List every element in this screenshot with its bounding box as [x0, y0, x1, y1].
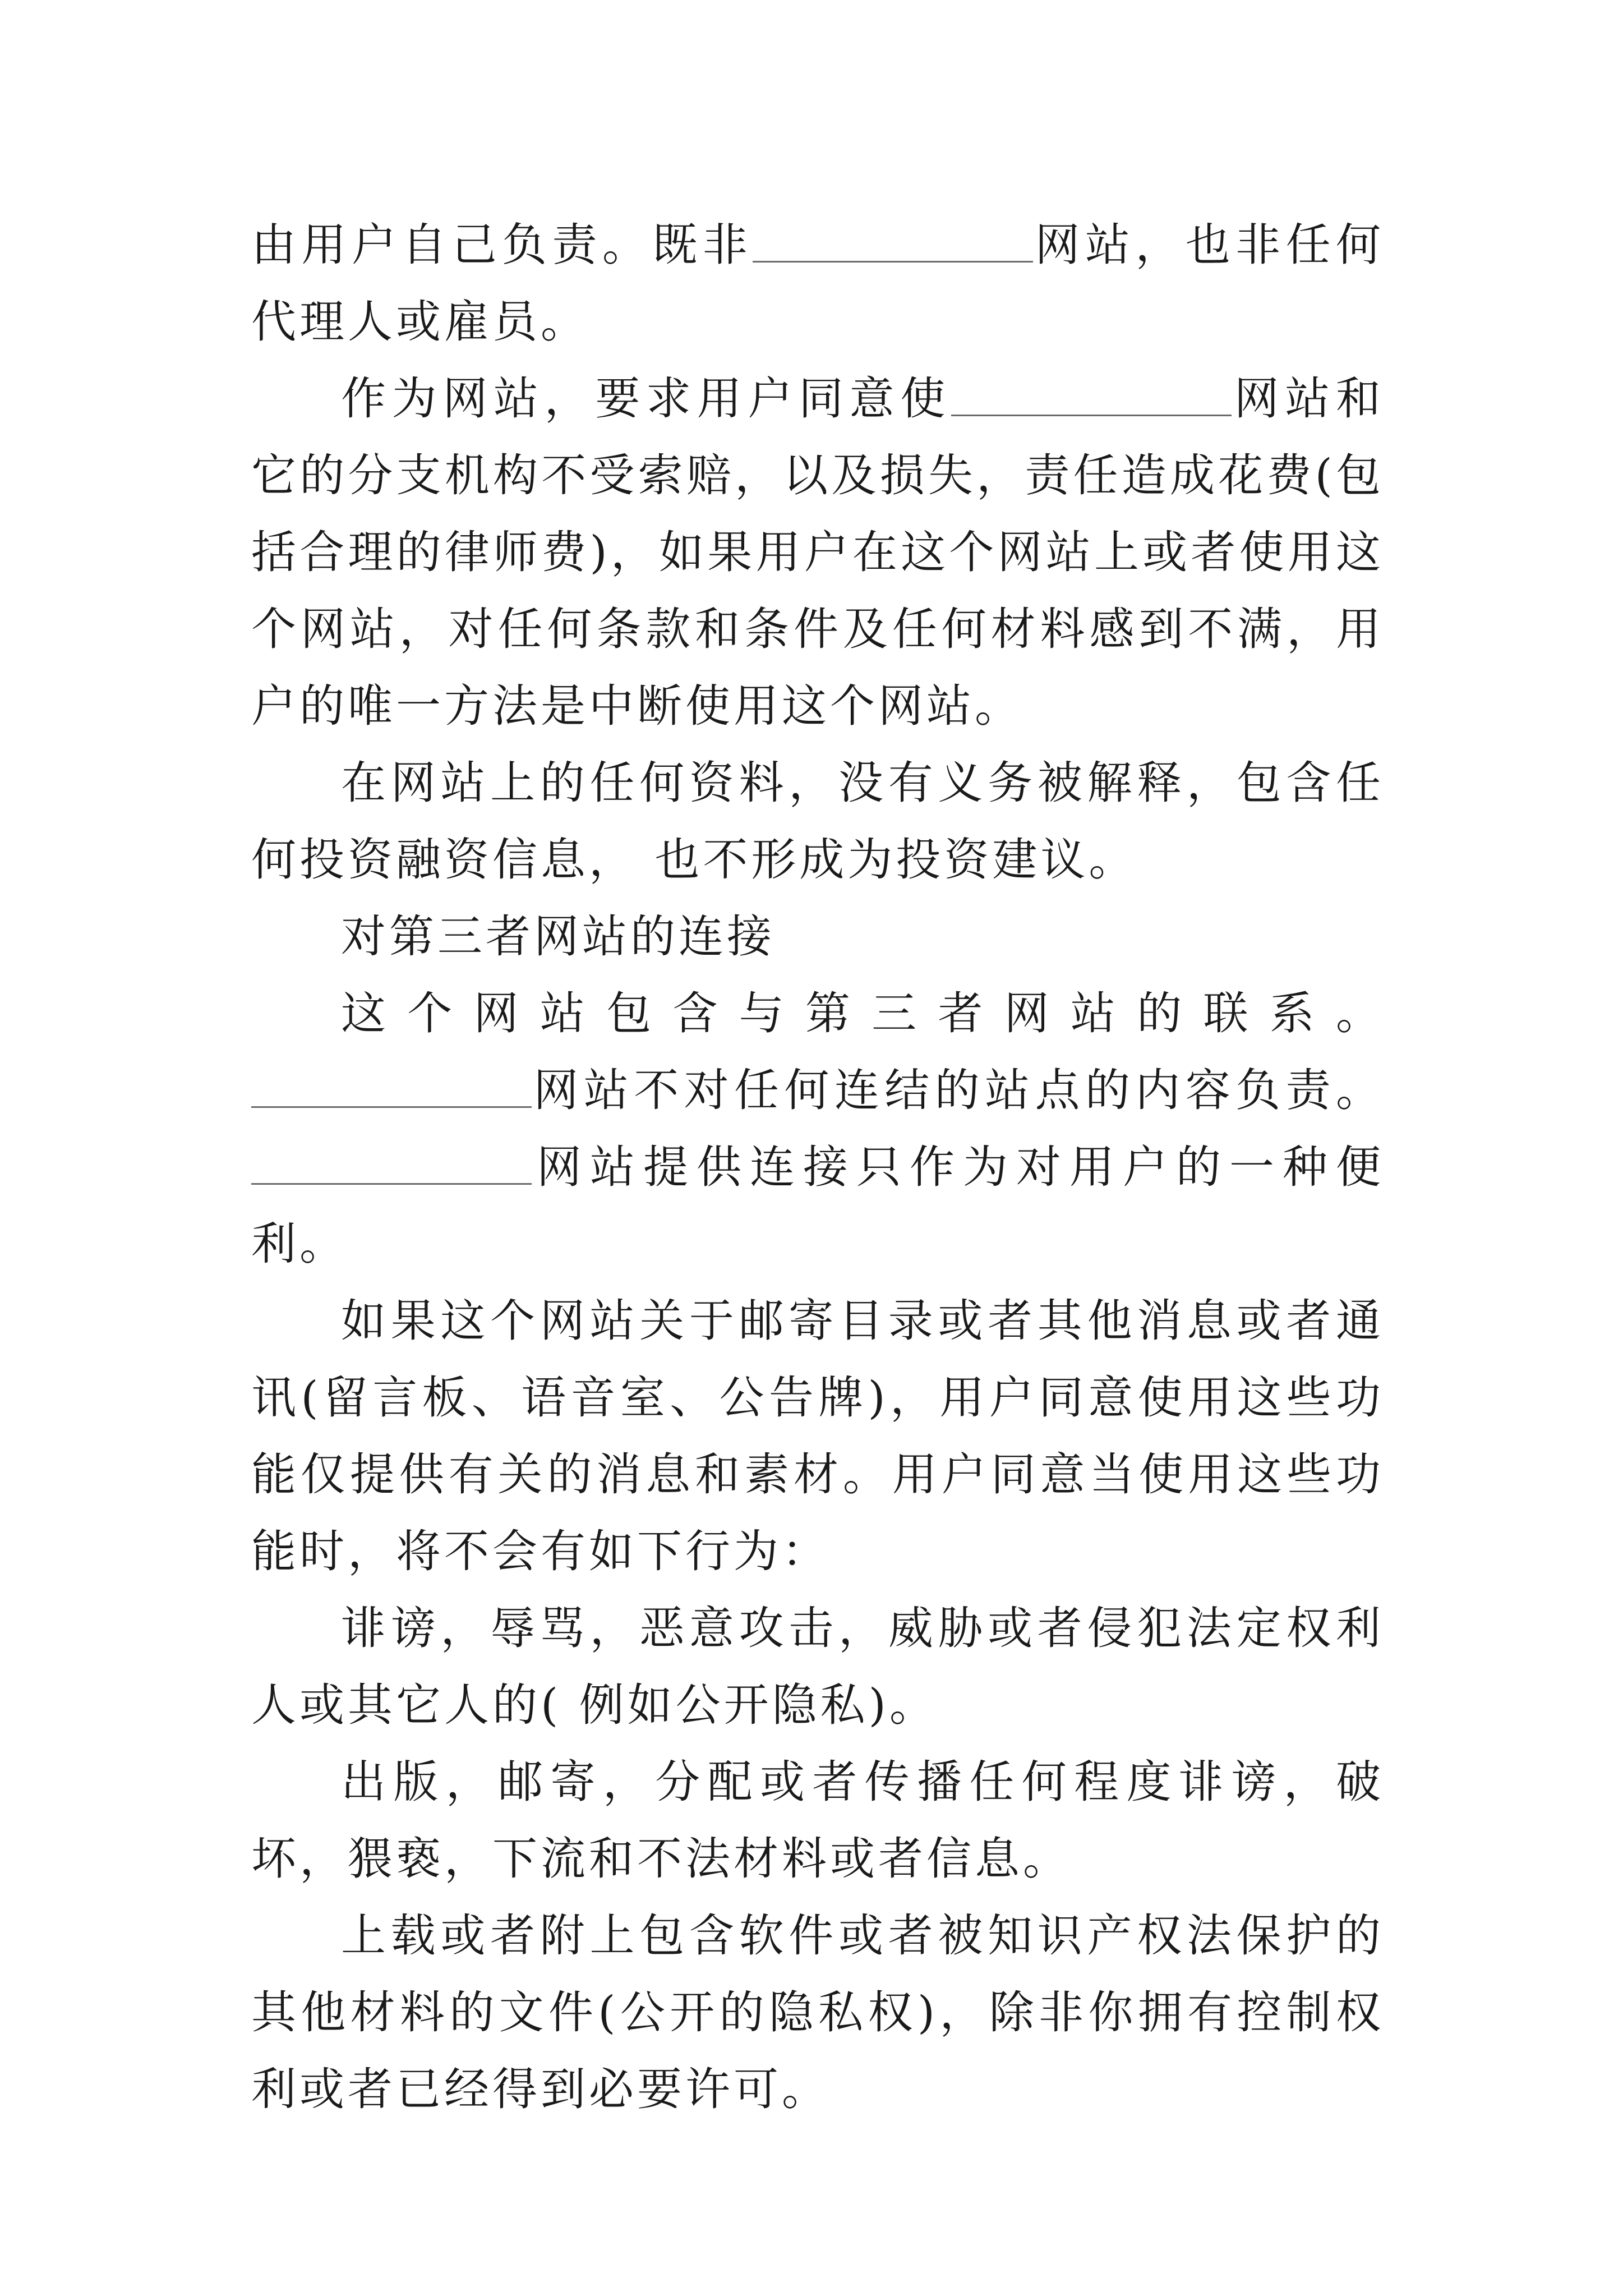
paragraph-text: 出版，邮寄，分配或者传播任何程度诽谤，破坏，猥亵，下流和不法材料或者信息。	[251, 1756, 1384, 1885]
paragraph	[251, 975, 1384, 1282]
paragraph-text: 诽谤，辱骂，恶意攻击，威胁或者侵犯法定权利人或其它人的( 例如公开隐私)。	[251, 1602, 1384, 1731]
paragraph-text: 这个网站包含与第三者网站的联系。	[341, 987, 1384, 1039]
paragraph	[251, 1282, 1384, 1590]
document-body	[251, 206, 1384, 2128]
paragraph	[251, 744, 1384, 898]
fill-in-blank	[251, 1143, 532, 1185]
paragraph	[251, 360, 1384, 744]
paragraph	[251, 898, 1384, 975]
paragraph	[251, 1897, 1384, 2128]
paragraph-text: 网站，也非任何代理人或雇员。	[251, 219, 1385, 348]
paragraph	[251, 1743, 1384, 1897]
paragraph-text: 在网站上的任何资料，没有义务被解释，包含任何投资融资信息， 也不形成为投资建议。	[251, 757, 1384, 886]
paragraph-text: 网站和它的分支机构不受索赔，以及损失，责任造成花费(包括合理的律师费)，如果用户在这个网站上或者使用这个网站，对任何条款和条件及任何材料感到不满，用户的唯一方法是中断使用这个网站。	[251, 372, 1384, 732]
paragraph	[251, 1590, 1384, 1743]
paragraph-text: 上载或者附上包含软件或者被知识产权法保护的其他材料的文件(公开的隐私权)，除非你拥有控制权利或者已经得到必要许可。	[251, 1910, 1384, 2115]
fill-in-blank	[753, 220, 1033, 263]
paragraph-text: 网站不对任何连结的站点的内容负责。	[532, 1064, 1384, 1116]
paragraph-text: 网站提供连接只作为对用户的一种便利。	[251, 1141, 1384, 1270]
paragraph-text: 如果这个网站关于邮寄目录或者其他消息或者通讯(留言板、语音室、公告牌)，用户同意使用这些功能仅提供有关的消息和素材。用户同意当使用这些功能时，将不会有如下行为：	[251, 1295, 1384, 1577]
paragraph-text: 作为网站，要求用户同意使	[341, 372, 951, 425]
fill-in-blank	[951, 374, 1232, 416]
fill-in-blank	[251, 1066, 532, 1108]
paragraph	[251, 206, 1384, 360]
paragraph-text: 对第三者网站的连接	[341, 910, 775, 963]
paragraph-text: 由用户自己负责。既非	[251, 219, 753, 271]
